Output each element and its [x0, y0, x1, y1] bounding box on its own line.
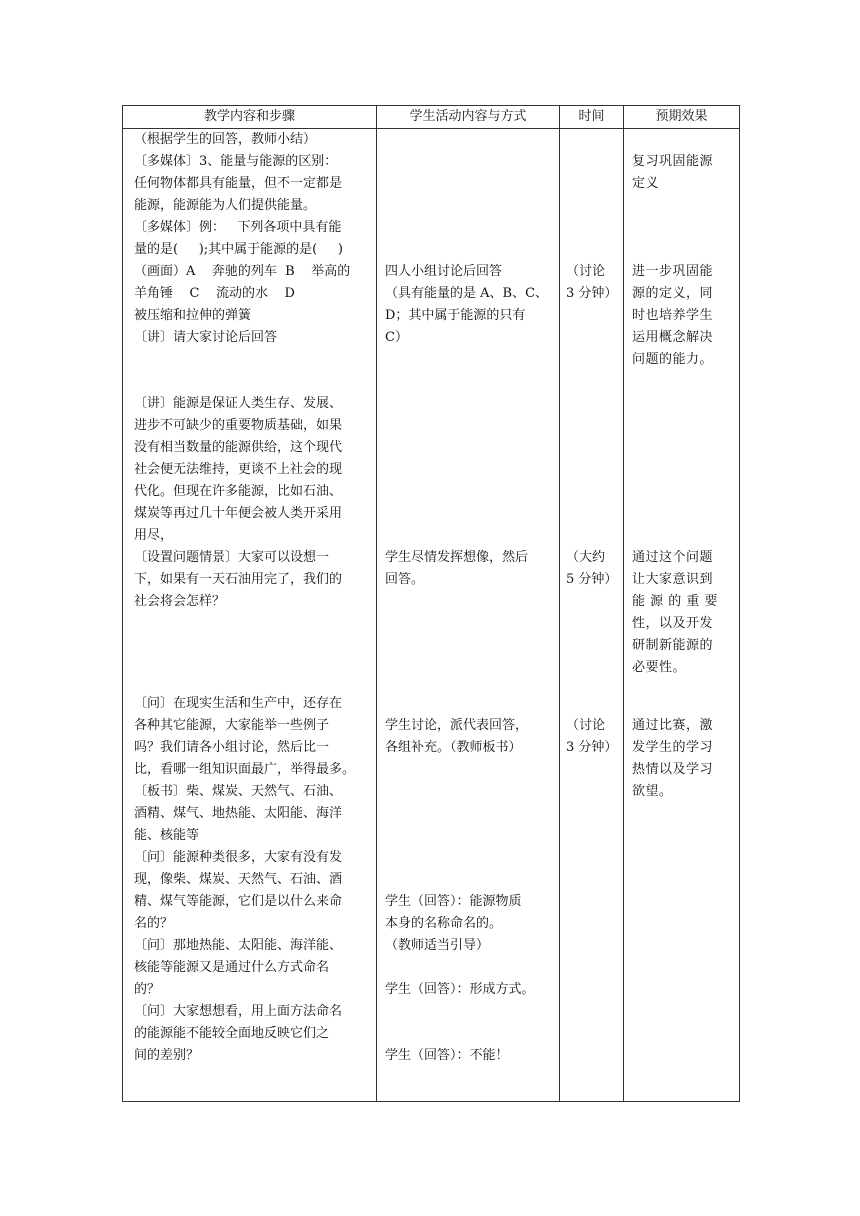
content-line: 核能等能源又是通过什么方式命名: [134, 960, 330, 975]
student-activity-cell: [377, 129, 560, 1102]
effect-line: 热情以及学习: [632, 762, 714, 777]
activity-line: 回答。: [385, 572, 425, 587]
content-line: 量的是( );其中属于能源的是( ): [134, 242, 343, 257]
activity-line: 学生（回答）：能源物质: [385, 894, 522, 909]
content-line: 社会便无法维持，更谈不上社会的现: [134, 462, 343, 477]
activity-line: （教师适当引导）: [385, 938, 490, 953]
content-line: 各种其它能源，大家能举一些例子: [134, 718, 330, 733]
time-line: 3 分钟）: [566, 286, 618, 301]
activity-line: 学生尽情发挥想像，然后: [385, 550, 529, 565]
table-header-row: [123, 106, 740, 129]
effect-line: 通过比赛，激: [632, 718, 714, 733]
effect-line: 发学生的学习: [632, 740, 714, 755]
content-line: 现，像柴、煤炭、天然气、石油、酒: [134, 872, 343, 887]
content-line: 能、核能等: [134, 828, 200, 843]
time-line: 3 分钟）: [566, 740, 618, 755]
content-line: 煤炭等再过几十年便会被人类开采用: [134, 506, 343, 521]
effect-line: 性，以及开发: [632, 616, 714, 631]
content-line: 用尽，: [134, 528, 174, 543]
content-line: 下，如果有一天石油用完了，我们的: [134, 572, 343, 587]
activity-line: （具有能量的是 A、B、C、: [385, 286, 549, 301]
effect-line: 问题的能力。: [632, 352, 714, 367]
activity-line: C）: [385, 330, 408, 345]
header-time: 时间: [560, 106, 624, 129]
expected-effect-cell: [624, 129, 740, 1102]
content-line: 酒精、煤气、地热能、太阳能、海洋: [134, 806, 343, 821]
time-line: 5 分钟）: [566, 572, 618, 587]
content-line: 比，看哪一组知识面最广，举得最多。: [134, 762, 356, 777]
content-line: 名的？: [134, 916, 174, 931]
effect-line: 定义: [632, 176, 660, 191]
effect-line: 能 源 的 重 要: [632, 594, 719, 609]
time-line: （讨论: [566, 264, 606, 279]
content-line: 任何物体都具有能量，但不一定都是: [134, 176, 343, 191]
content-line: 的能源能不能较全面地反映它们之: [134, 1026, 330, 1041]
effect-line: 通过这个问题: [632, 550, 714, 565]
lesson-plan-table: [122, 105, 740, 1102]
activity-line: 学生（回答）：不能！: [385, 1048, 509, 1063]
effect-line: 源的定义，同: [632, 286, 714, 301]
effect-line: 让大家意识到: [632, 572, 714, 587]
header-content-steps: 教学内容和步骤: [123, 106, 377, 129]
content-line: 进步不可缺少的重要物质基础，如果: [134, 418, 343, 433]
effect-line: 必要性。: [632, 660, 687, 675]
content-line: 精、煤气等能源，它们是以什么来命: [134, 894, 343, 909]
content-line: 羊角锤 C 流动的水 D: [134, 286, 295, 301]
time-line: （大约: [566, 550, 606, 565]
content-line: 吗？我们请各小组讨论，然后比一: [134, 740, 330, 755]
content-line: 〔问〕那地热能、太阳能、海洋能、: [134, 938, 343, 953]
effect-line: 复习巩固能源: [632, 154, 714, 169]
content-line: 〔问〕能源种类很多，大家有没有发: [134, 850, 343, 865]
effect-line: 欲望。: [632, 784, 673, 799]
content-line: 〔问〕在现实生活和生产中，还存在: [134, 696, 343, 711]
activity-line: 四人小组讨论后回答: [385, 264, 503, 279]
content-line: （画面）A 奔驰的列车 B 举高的: [134, 264, 351, 279]
content-line: 〔问〕大家想想看，用上面方法命名: [134, 1004, 343, 1019]
content-line: 没有相当数量的能源供给，这个现代: [134, 440, 343, 455]
time-line: （讨论: [566, 718, 606, 733]
time-cell: [560, 129, 624, 1102]
activity-line: 各组补充。（教师板书）: [385, 740, 522, 755]
content-line: （根据学生的回答，教师小结）: [134, 132, 317, 147]
content-line: 〔板书〕柴、煤炭、天然气、石油、: [134, 784, 343, 799]
activity-line: 学生讨论，派代表回答，: [385, 718, 529, 733]
effect-line: 研制新能源的: [632, 638, 714, 653]
activity-line: 本身的名称命名的。: [385, 916, 503, 931]
content-line: 〔多媒体〕例： 下列各项中具有能: [134, 220, 342, 235]
content-line: 间的差别？: [134, 1048, 200, 1063]
activity-line: 学生（回答）：形成方式。: [385, 982, 535, 997]
content-line: 〔多媒体〕3、能量与能源的区别：: [134, 154, 338, 169]
content-steps-cell: [123, 129, 377, 1102]
activity-line: D；其中属于能源的只有: [385, 308, 526, 323]
header-student-activity: 学生活动内容与方式: [377, 106, 560, 129]
content-line: 〔讲〕能源是保证人类生存、发展、: [134, 396, 343, 411]
effect-line: 进一步巩固能: [632, 264, 714, 279]
effect-line: 运用概念解决: [632, 330, 714, 345]
content-line: 被压缩和拉伸的弹簧: [134, 308, 252, 323]
content-line: 的？: [134, 982, 161, 997]
effect-line: 时也培养学生: [632, 308, 714, 323]
table-row: [123, 129, 740, 1102]
content-line: 社会将会怎样？: [134, 594, 226, 609]
header-expected-effect: 预期效果: [624, 106, 740, 129]
content-line: 〔设置问题情景〕大家可以设想一: [134, 550, 330, 565]
content-line: 能源，能源能为人们提供能量。: [134, 198, 317, 213]
content-line: 代化。但现在许多能源，比如石油、: [134, 484, 343, 499]
content-line: 〔讲〕请大家讨论后回答: [134, 330, 278, 345]
